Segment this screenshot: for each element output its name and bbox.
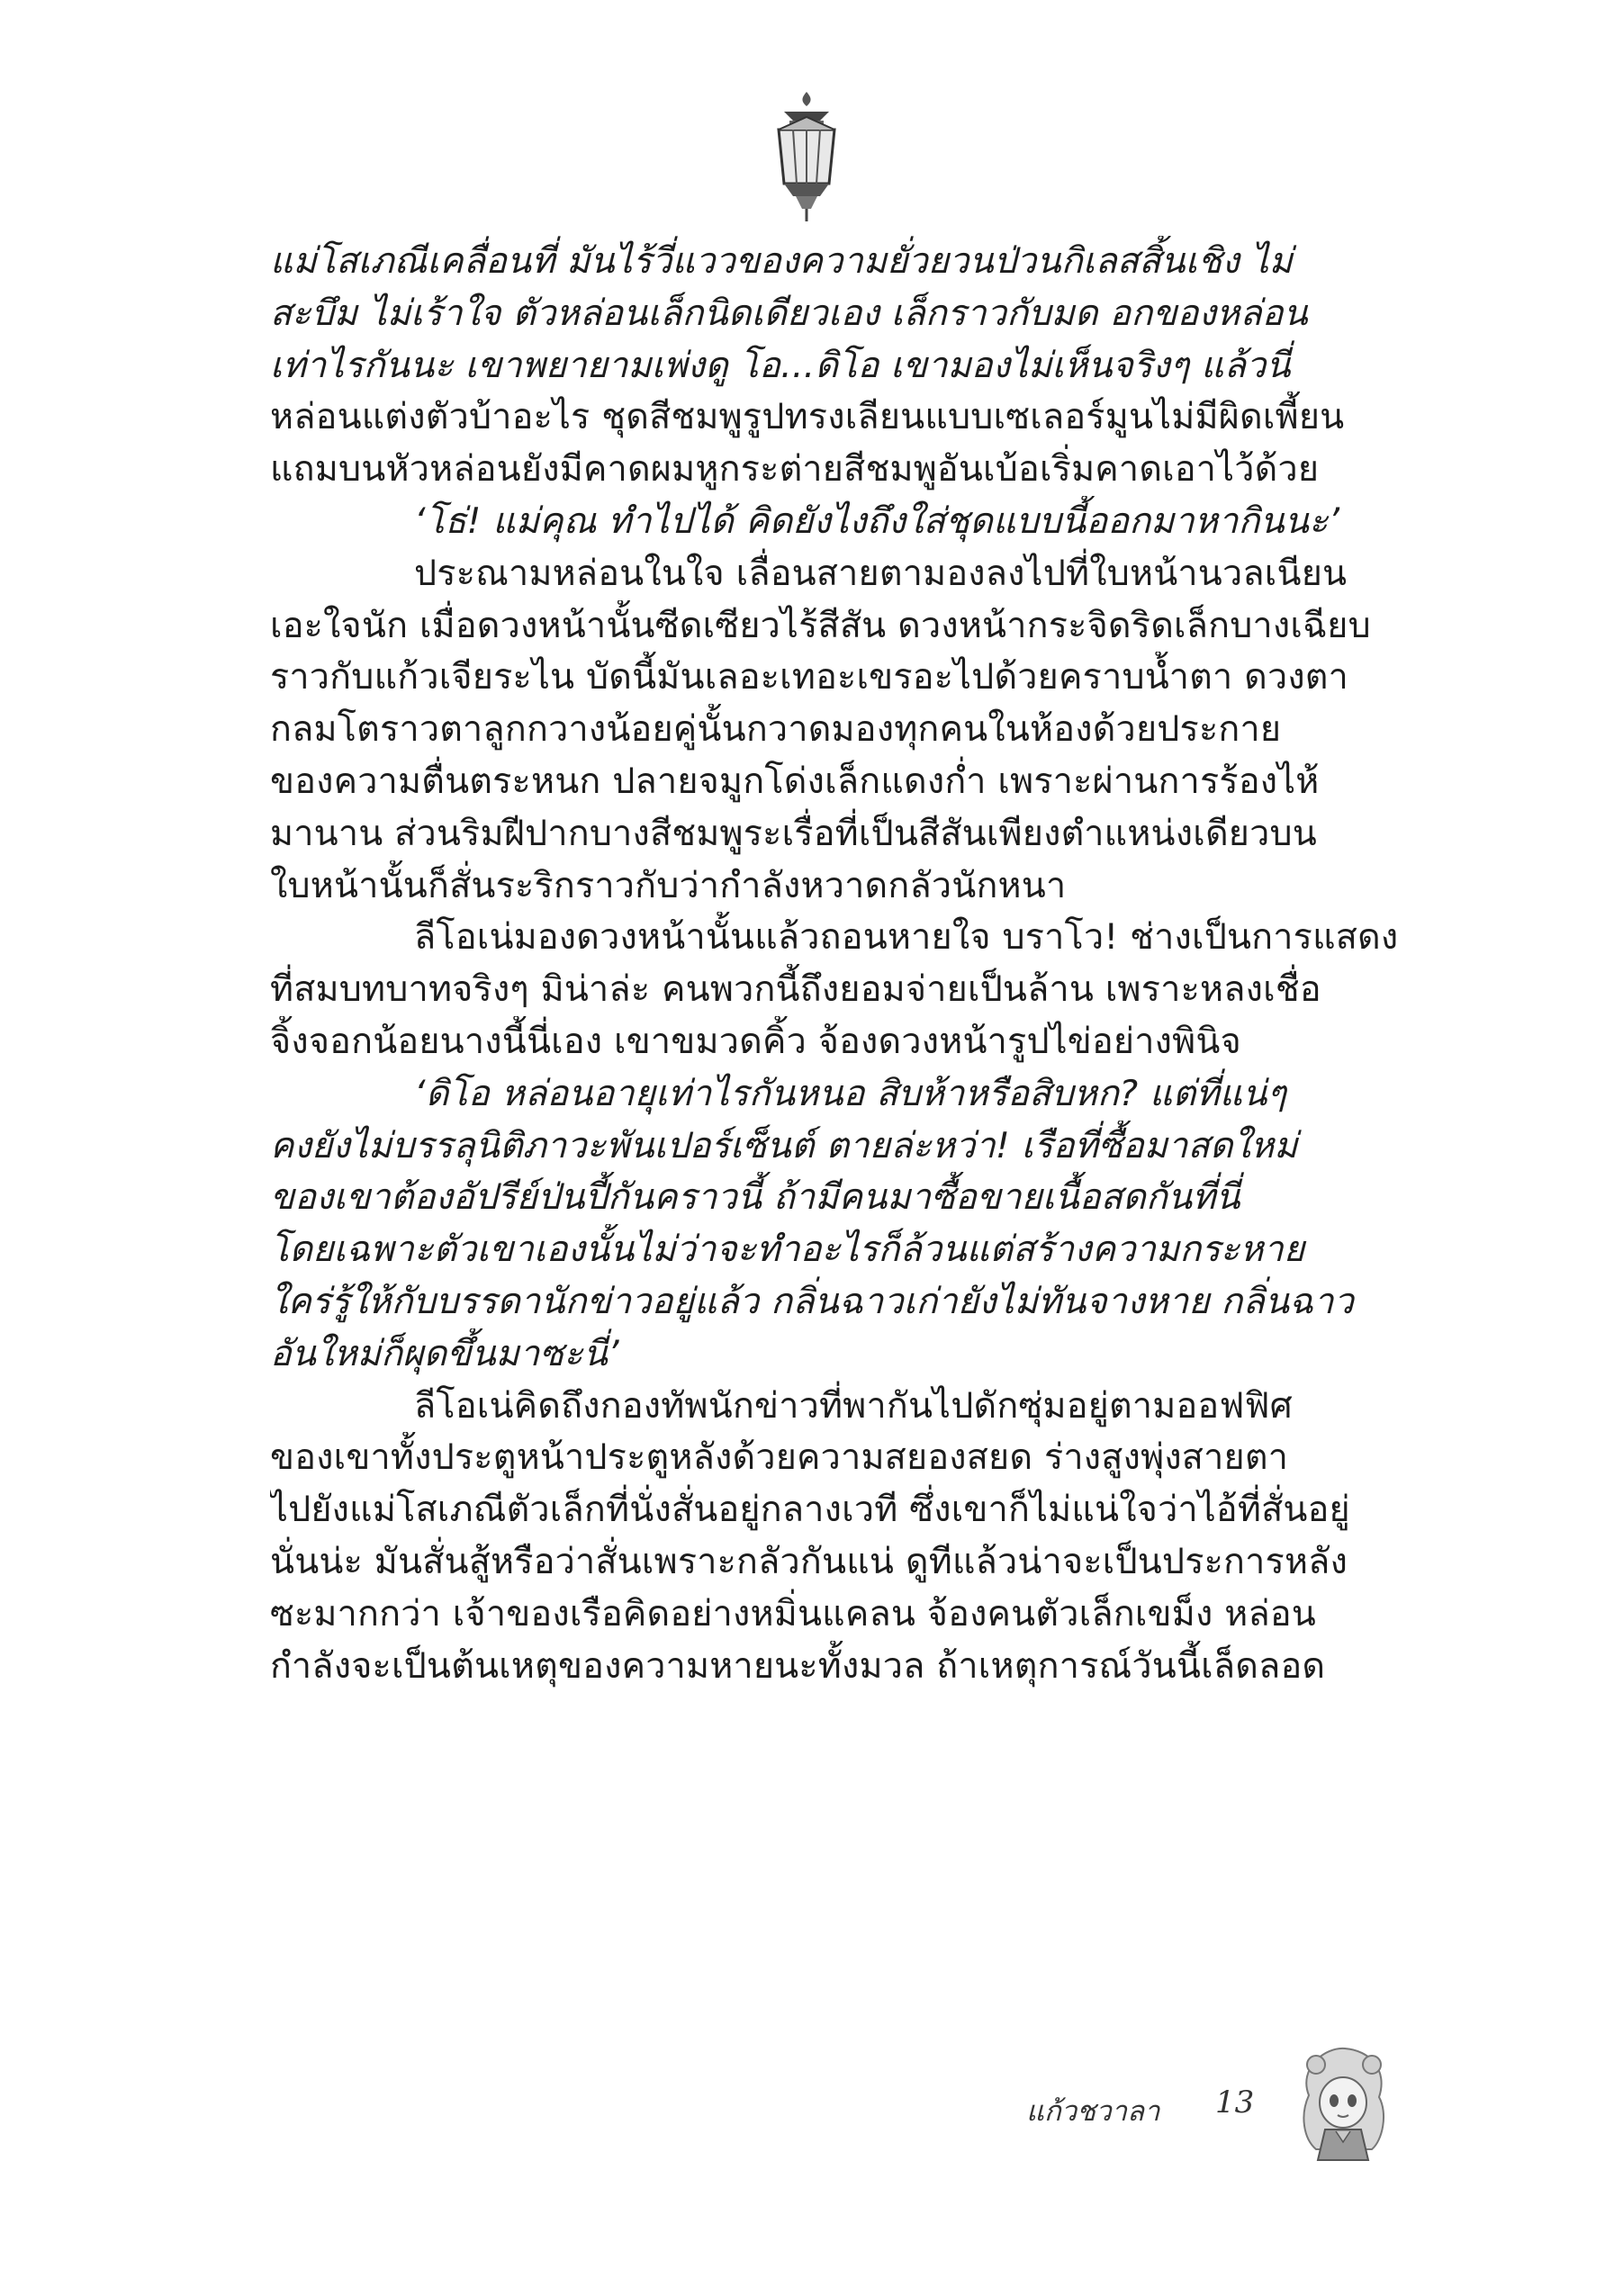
text-line: ของเขาทั้งประตูหน้าประตูหลังด้วยความสยองสยด ร่างสูงพุ่งสายตา [270, 1436, 1289, 1479]
page-number: 13 [1215, 2084, 1255, 2120]
text-line: อันใหม่ก็ผุดขึ้นมาซะนี่’ [270, 1332, 619, 1374]
text-line: สะบึม ไม่เร้าใจ ตัวหล่อนเล็กนิดเดียวเอง เล็กราวกับมด อกของหล่อน [270, 292, 1308, 334]
text-line: จิ้งจอกน้อยนางนี้นี่เอง เขาขมวดคิ้ว จ้องดวงหน้ารูปไข่อย่างพินิจ [270, 1020, 1241, 1062]
text-line: เอะใจนัก เมื่อดวงหน้านั้นซีดเซียวไร้สีสัน ดวงหน้ากระจิดริดเล็กบางเฉียบ [270, 604, 1371, 646]
text-line: ของเขาต้องอัปรีย์ป่นปี้กันคราวนี้ ถ้ามีคนมาซื้อขายเนื้อสดกันที่นี่ [270, 1176, 1240, 1219]
text-line: แถมบนหัวหล่อนยังมีคาดผมหูกระต่ายสีชมพูอันเบ้อเริ่มคาดเอาไว้ด้วย [270, 448, 1320, 491]
text-line: นั่นน่ะ มันสั่นสู้หรือว่าสั่นเพราะกลัวกันแน่ ดูทีแล้วน่าจะเป็นประการหลัง [270, 1540, 1348, 1582]
text-line: ไปยังแม่โสเภณีตัวเล็กที่นั่งสั่นอยู่กลางเวที ซึ่งเขาก็ไม่แน่ใจว่าไอ้ที่สั่นอยู่ [270, 1489, 1350, 1531]
text-line: คงยังไม่บรรลุนิติภาวะพันเปอร์เซ็นต์ ตายล่ะหว่า! เรือที่ซื้อมาสดใหม่ [270, 1124, 1298, 1166]
text-line: เท่าไรกันนะ เขาพยายามเพ่งดู โอ...ดิโอ เขามองไม่เห็นจริงๆ แล้วนี่ [270, 344, 1291, 386]
text-line: ราวกับแก้วเจียระไน บัดนี้มันเลอะเทอะเขรอะไปด้วยคราบน้ำตา ดวงตา [270, 656, 1349, 698]
text-line: ‘ดิโอ หล่อนอายุเท่าไรกันหนอ สิบห้าหรือสิบหก? แต่ที่แน่ๆ [414, 1072, 1287, 1114]
text-line: กำลังจะเป็นต้นเหตุของความหายนะทั้งมวล ถ้าเหตุการณ์วันนี้เล็ดลอด [270, 1644, 1326, 1687]
body-text [270, 236, 1404, 1692]
text-line: ประณามหล่อนในใจ เลื่อนสายตามองลงไปที่ใบหน้านวลเนียน [414, 552, 1348, 594]
text-line: ลีโอเน่คิดถึงกองทัพนักข่าวที่พากันไปดักซุ่มอยู่ตามออฟฟิศ [414, 1384, 1293, 1427]
lantern-ornament-icon [766, 90, 847, 225]
text-line: ใบหน้านั้นก็สั่นระริกราวกับว่ากำลังหวาดกลัวนักหนา [270, 864, 1067, 906]
text-line: แม่โสเภณีเคลื่อนที่ มันไร้วี่แววของความยั่วยวนป่วนกิเลสสิ้นเชิง ไม่ [270, 240, 1294, 282]
text-line: กลมโตราวตาลูกกวางน้อยคู่นั้นกวาดมองทุกคนในห้องด้วยประกาย [270, 708, 1282, 751]
text-line: ใคร่รู้ให้กับบรรดานักข่าวอยู่แล้ว กลิ่นฉาวเก่ายังไม่ทันจางหาย กลิ่นฉาว [270, 1280, 1355, 1322]
text-line: ลีโอเน่มองดวงหน้านั้นแล้วถอนหายใจ บราโว! ช่างเป็นการแสดง [414, 916, 1399, 959]
text-line: โดยเฉพาะตัวเขาเองนั้นไม่ว่าจะทำอะไรก็ล้วนแต่สร้างความกระหาย [270, 1229, 1305, 1271]
text-line: หล่อนแต่งตัวบ้าอะไร ชุดสีชมพูรูปทรงเลียนแบบเซเลอร์มูนไม่มีผิดเพี้ยน [270, 396, 1345, 438]
text-line: ซะมากกว่า เจ้าของเรือคิดอย่างหมิ่นแคลน จ้องคนตัวเล็กเขม็ง หล่อน [270, 1592, 1316, 1634]
text-line: มานาน ส่วนริมฝีปากบางสีชมพูระเรื่อที่เป็นสีสันเพียงตำแหน่งเดียวบน [270, 812, 1317, 854]
text-line: ‘โธ่! แม่คุณ ทำไปได้ คิดยังไงถึงใส่ชุดแบบนี้ออกมาหากินนะ’ [414, 500, 1340, 542]
mascot-illustration-icon [1289, 2041, 1397, 2167]
text-line: ของความตื่นตระหนก ปลายจมูกโด่งเล็กแดงก่ำ เพราะผ่านการร้องไห้ [270, 760, 1320, 802]
footer-book-title: แก้วชวาลา [1026, 2095, 1160, 2128]
text-line: ที่สมบทบาทจริงๆ มิน่าล่ะ คนพวกนี้ถึงยอมจ่ายเป็นล้าน เพราะหลงเชื่อ [270, 968, 1321, 1011]
